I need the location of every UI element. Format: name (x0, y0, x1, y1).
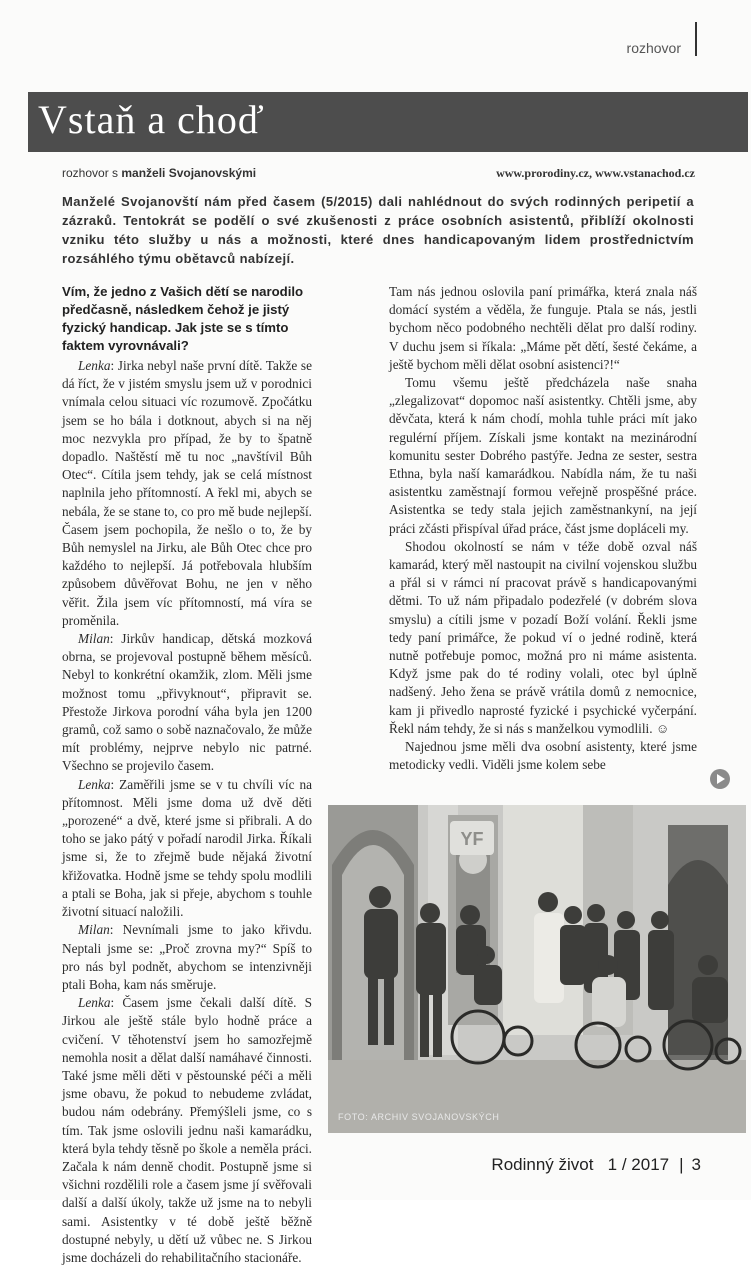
speaker-name: Lenka (78, 995, 111, 1011)
byline-prefix: rozhovor s (62, 166, 122, 180)
body-paragraph: Tam nás jednou oslovila paní primářka, která znala náš domácí systém a věděla, že funguje. Ptala se nás, jestli bychom něco podobného nechtěli dělat pro další rodiny. V duchu jsem si říkala: „Máme pět dětí, šesté čekáme, a ještě bychom měli dělat osobní asistenci?!“ (389, 284, 697, 372)
photo-caption: FOTO: ARCHIV SVOJANOVSKÝCH (338, 1112, 500, 1122)
answer-text: : Zaměřili jsme se v tu chvíli víc na přítomnost. Měli jsme doma už dvě děti „porozené“ a dvě, které jsme si přibrali. A do toho se jako pátý v pořadí narodil Jirka. Říkali jsme si, že to zřejmě bude nějaká životní křižovatka. Hodně jsme se tehdy spolu modlili a ptali se Boha, jak si přeje, abychom s touhle životní situací naložili. (62, 776, 312, 920)
body-paragraph: Shodou okolností se nám v téže době ozval náš kamarád, který měl nastoupit na civilní vojenskou službu a přál si v rámci ní pracovat právě s handicapovanými dětmi. To už nám připadalo podezřelé (v dobrém slova smyslu) a cítili jsme v pozadí Boží volání. Řekli jsme tedy paní primářce, že pokud ví o jedné rodině, která nutně potřebuje pomoc, možná pro ni máme asistenta. Když jsme pak do té rodiny volali, otec byl úplně nadšený. Jeho žena se právě vrátila domů z nemocnice, kam ji přivedlo naprosté fyzické i psychické vyčerpání. Řekl nám tehdy, že si nás s manželkou vymodlili. ☺ (389, 538, 697, 736)
article-title: Vstaň a choď (38, 97, 265, 142)
speaker-name: Lenka (78, 776, 111, 792)
speaker-name: Milan (78, 922, 110, 938)
group-photo-illustration (328, 805, 746, 1133)
answer-text: : Nevnímali jsme to jako křivdu. Neptali jsme se: „Proč zrovna my?“ Spíš to pro nás byl podnět, abychom se intenzivněji ptali Boha, kam nás směruje. (62, 922, 312, 992)
answer-text: : Časem jsme čekali další dítě. S Jirkou ale ještě stále bylo hodně práce a cvičení. V těhotenství jsem ho samozřejmě nemohla nosit a dělat další namáhavé činnosti. Také jsme měli děti v pěstounské péči a měli jsme obavu, že pokud to nebudeme zvládat, budou nám odebrány. Přemýšleli jsme, co s tím. Tak jsme oslovili jednu naši kamarádku, která byla tehdy těsně po škole a neměla práci. Začala k nám denně chodit. Postupně jsme si všichni rozdělili role a časem jsme jí svěřovali další a další úkoly, takže už jsme na to nebyli sami. Asistentky v té době ještě běžně dostupné nebyly, u dětí už vůbec ne. S Jirkou jsme docházeli do rehabilitačního stacionáře. (62, 995, 312, 1265)
answer-text: : Jirka nebyl naše první dítě. Takže se dá říct, že v jistém smyslu jsem už v porodnici vnímala celou situaci víc rozumově. Zpočátku jsem se ho bála i dotknout, abych si na něj moc nezvykla pro případ, že by to špatně dopadlo. Naštěstí mě tu noc „navštívil Bůh Otec“. Cítila jsem tehdy, jak se celá místnost naplnila jeho přítomností. A řekl mi, abych se nebála, že se stane to, co pro mě bude nejlepší. Časem jsem pochopila, že nešlo o to, že by Bůh nemyslel na Jirku, ale Bůh Otec chce pro každého to nejlepší. Já potřebovala hlubším způsobem důvěřovat Bohu, ne jen v něho věřit. Žila jsem víc přítomností, má víra se proměnila. (62, 358, 312, 628)
footer-separator: | (679, 1155, 684, 1174)
lead-paragraph: Manželé Svojanovští nám před časem (5/2015) dali nahlédnout do svých rodinných peripetií a zázraků. Tentokrát se podělí o své zkušenosti z práce osobních asistentů, přiblíží okolnosti vzniku této služby u nás a možnosti, které dnes handicapovaným lidem prostřednictvím rozsáhlého týmu obětavců nabízejí. (62, 194, 694, 266)
body-paragraph: Najednou jsme měli dva osobní asistenty, které jsme metodicky vedli. Viděli jsme kolem sebe (389, 739, 697, 773)
answer-paragraph (62, 994, 312, 1267)
page-number: 3 (691, 1155, 701, 1174)
page-footer (491, 1155, 701, 1175)
speaker-name: Lenka (78, 358, 111, 373)
section-label: rozhovor (626, 40, 681, 56)
website-links[interactable]: www.prorodiny.cz, www.vstanachod.cz (496, 166, 695, 180)
magazine-name: Rodinný život (491, 1155, 594, 1174)
left-column (62, 283, 312, 1267)
byline-name: manželi Svojanovskými (121, 166, 257, 180)
answer-paragraph (62, 776, 312, 922)
continue-arrow-icon (709, 768, 731, 790)
banner-text: YF (460, 829, 484, 849)
interview-question: Vím, že jedno z Vašich dětí se narodilo předčasně, následkem čehož je jistý fyzický handicap. Jak jste se s tímto faktem vyrovnávali? (62, 284, 304, 353)
answer-paragraph (62, 921, 312, 994)
answer-paragraph (62, 630, 312, 776)
issue-number: 1 / 2017 (607, 1155, 670, 1174)
byline (62, 166, 256, 180)
answer-paragraph (62, 357, 312, 630)
right-column (389, 283, 697, 774)
speaker-name: Milan (78, 631, 110, 647)
section-divider (695, 22, 697, 56)
group-photo (328, 805, 746, 1133)
body-paragraph: Tomu všemu ještě předcházela naše snaha „zlegalizovat“ dopomoc naší asistentky. Chtěli jsme, aby děvčata, která k nám chodí, mohla tuhle práci mít jako regulérní příjem. Získali jsme kontakt na mezinárodní komunitu sester Dobrého pastýře. Jedna ze sester, sestra Ethna, byla naší kamarádkou. Nabídla nám, že tu naši asistentku zaměstnají formou veřejně prospěšné práce. Asistentka se tedy stala jejich zaměstnankyní, na její práci zčásti přispíval úřad práce, část jsme dopláceli my. (389, 375, 697, 536)
answer-text: : Jirkův handicap, dětská mozková obrna, se projevoval postupně během měsíců. Nebyl to konkrétní okamžik, zlom. Měli jsme možnost tomu „přivyknout“, připravit se. Přestože Jirkova porodní váha byla jen 1200 gramů, což samo o sobě naznačovalo, že může mít problémy, nejprve nebylo nic patrné. Všechno se projevilo časem. (62, 631, 312, 774)
